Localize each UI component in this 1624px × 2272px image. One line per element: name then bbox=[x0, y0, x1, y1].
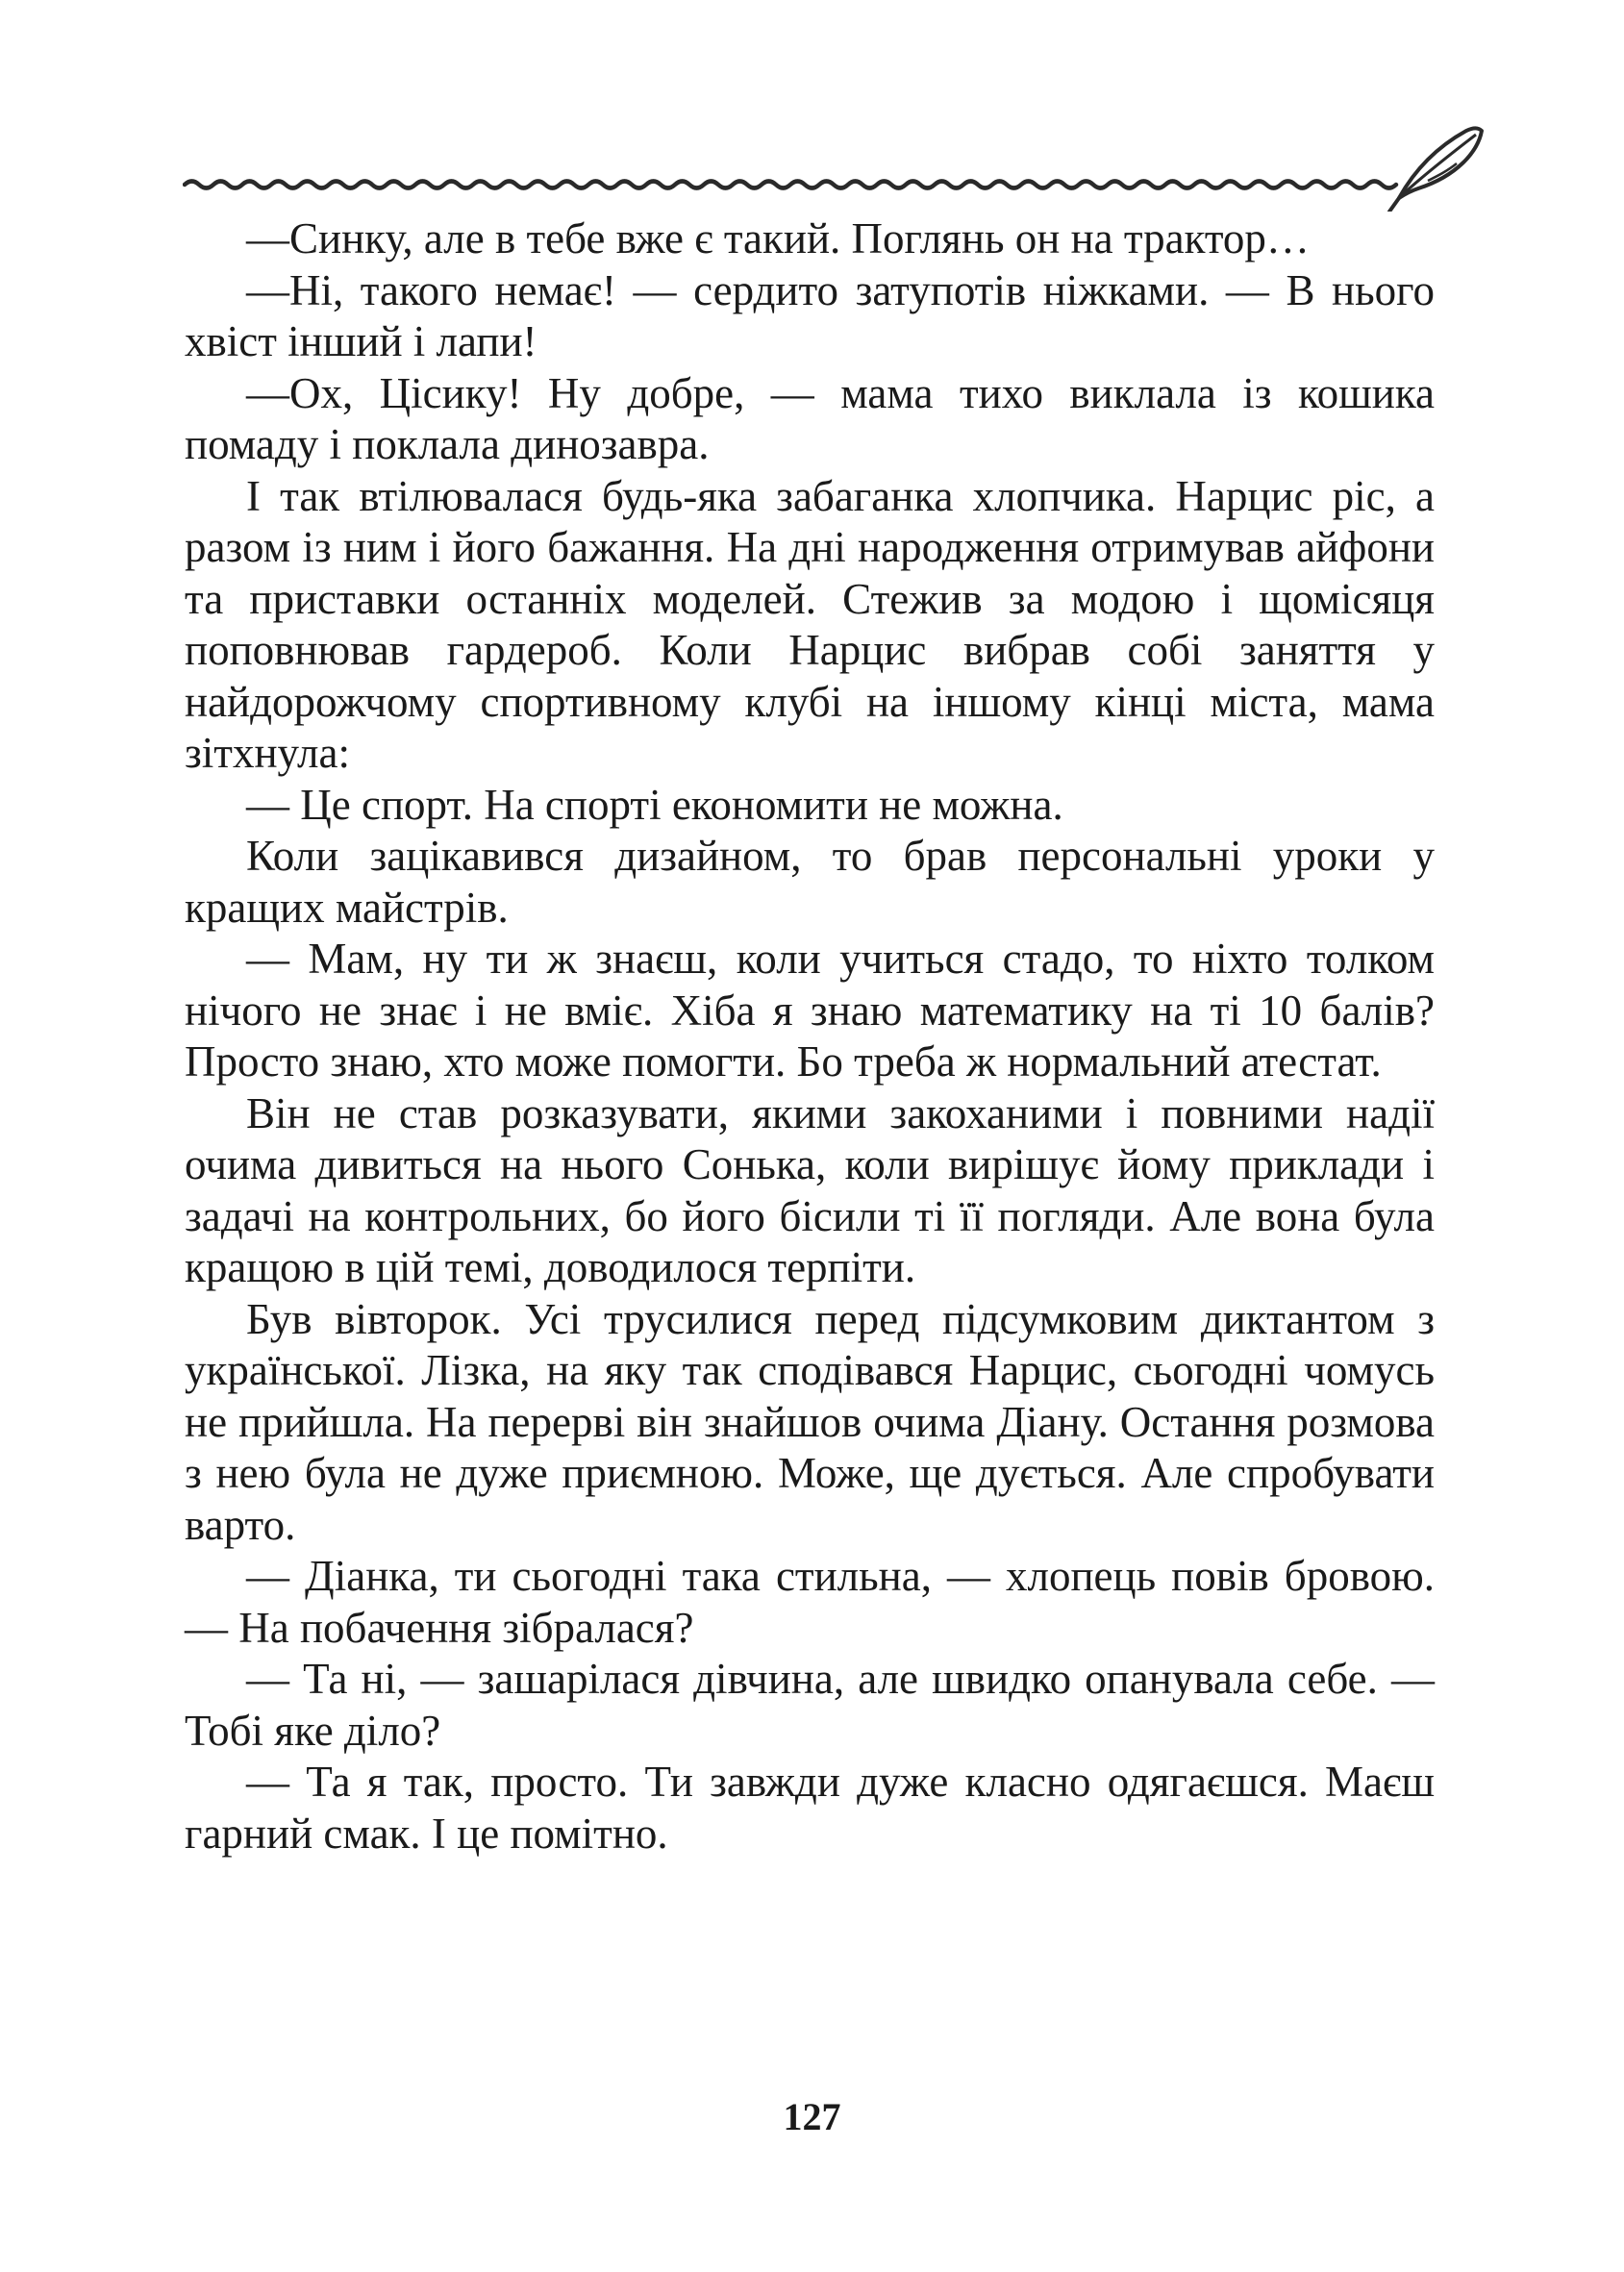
paragraph: — Мам, ну ти ж знаєш, коли учиться стадо, то ніхто толком нічого не знає і не вміє. Хіба я знаю математику на ті 10 балів? Просто знаю, хто може помогти. Бо треба ж нормальний атестат. bbox=[185, 935, 1435, 1086]
wave-line-icon bbox=[185, 182, 1396, 188]
paragraph: — Та ні, — зашарілася дівчина, але швидко опанувала себе. — Тобі яке діло? bbox=[185, 1655, 1435, 1755]
header-ornament bbox=[183, 106, 1490, 212]
paragraph: —Ні, такого немає! — сердито затупотів ніжками. — В нього хвіст інший і лапи! bbox=[185, 265, 1435, 365]
paragraph: — Та я так, просто. Ти завжди дуже класно одягаєшся. Маєш гарний смак. І це помітно. bbox=[185, 1758, 1435, 1858]
paragraph: —Синку, але в тебе вже є такий. Поглянь он на трактор… bbox=[246, 214, 1310, 262]
paragraph: І так втілювалася будь-яка забаганка хлопчика. Нарцис ріс, а разом із ним і його бажання. На дні народження отримував айфони та приставки останніх моделей. Стежив за модою і щомісяця поповнював гардероб. Коли Нарцис вибрав собі заняття у найдорожчому спортивному клубі на іншому кінці міста, мама зітхнула: bbox=[185, 471, 1435, 777]
page-number: 127 bbox=[783, 2095, 841, 2138]
paragraph: —Ох, Цісику! Ну добре, — мама тихо виклала із кошика помаду і поклала динозавра. bbox=[185, 368, 1435, 468]
quill-feather-icon bbox=[1389, 128, 1482, 212]
paragraph: Коли зацікавився дизайном, то брав персональні уроки у кращих майстрів. bbox=[185, 832, 1435, 932]
paragraph: Він не став розказувати, якими закоханими і повними надії очима дивиться на нього Сонька, коли вирішує йому приклади і задачі на контрольних, бо його бісили ті її погляди. Але вона була кращою в цій темі, доводилося терпіти. bbox=[185, 1088, 1435, 1291]
paragraph: — Діанка, ти сьогодні така стильна, — хлопець повів бровою. — На побачення зібралася? bbox=[185, 1552, 1435, 1652]
body-text bbox=[185, 213, 1435, 1860]
paragraph: — Це спорт. На спорті економити не можна. bbox=[246, 780, 1063, 829]
paragraph: Був вівторок. Усі трусилися перед підсумковим диктантом з української. Лізка, на яку так сподівався Нарцис, сьогодні чомусь не прийшла. На перерві він знайшов очима Діану. Остання розмова з нею була не дуже приємною. Може, ще дується. Але спробувати варто. bbox=[185, 1294, 1435, 1549]
